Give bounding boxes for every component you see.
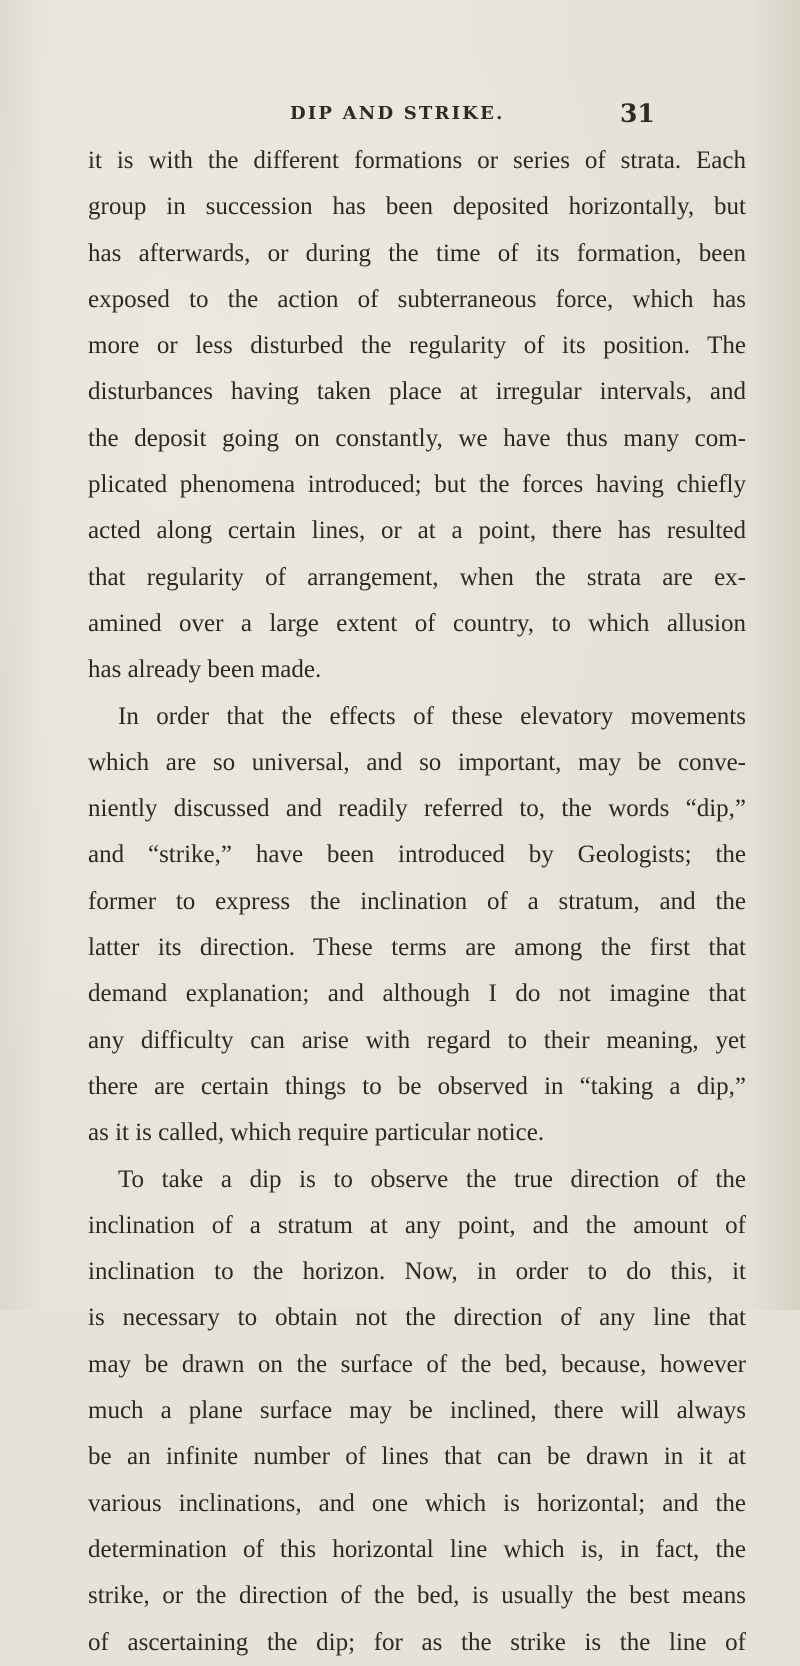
text-line: various inclinations, and one which is horizontal; and the xyxy=(88,1489,746,1517)
text-line: it is with the different formations or series of strata. Each xyxy=(88,147,746,174)
text-line: inclination of a stratum at any point, and the amount of xyxy=(88,1211,746,1239)
text-line: much a plane surface may be inclined, there will always xyxy=(88,1397,746,1425)
text-line: amined over a large extent of country, to which allusion xyxy=(88,609,746,637)
text-line: and “strike,” have been introduced by Geologists; the xyxy=(88,841,746,869)
text-line: may be drawn on the surface of the bed, because, however xyxy=(88,1350,746,1378)
text-line: latter its direction. These terms are among the first that xyxy=(88,934,746,962)
text-line: the deposit going on constantly, we have thus many com- xyxy=(88,424,746,452)
text-line: disturbances having taken place at irregular intervals, and xyxy=(88,378,746,406)
text-line: there are certain things to be observed in “taking a dip,” xyxy=(88,1072,746,1100)
text-line: inclination to the horizon. Now, in order to do this, it xyxy=(88,1258,746,1286)
text-line: as it is called, which require particular notice. xyxy=(88,1119,545,1147)
paragraph-start-line: To take a dip is to observe the true direction of the xyxy=(118,1165,746,1193)
text-line: any difficulty can arise with regard to their meaning, yet xyxy=(88,1026,746,1054)
text-line: exposed to the action of subterraneous force, which has xyxy=(88,285,746,313)
paragraph-start-line: In order that the effects of these elevatory movements xyxy=(118,702,746,730)
text-line: strike, or the direction of the bed, is usually the best means xyxy=(88,1582,746,1610)
text-line: be an infinite number of lines that can be drawn in it at xyxy=(88,1443,746,1471)
text-line: which are so universal, and so important, may be conve- xyxy=(88,748,746,776)
text-line: is necessary to obtain not the direction of any line that xyxy=(88,1304,746,1332)
text-line: that regularity of arrangement, when the strata are ex- xyxy=(88,563,746,591)
running-head xyxy=(0,99,800,131)
text-line: demand explanation; and although I do not imagine that xyxy=(88,980,746,1008)
text-line: has already been made. xyxy=(88,656,322,684)
text-line: has afterwards, or during the time of its formation, been xyxy=(88,239,746,267)
page-number: 31 xyxy=(620,99,655,128)
text-line: group in succession has been deposited horizontally, but xyxy=(88,193,746,221)
text-line: acted along certain lines, or at a point, there has resulted xyxy=(88,517,746,545)
text-line: determination of this horizontal line which is, in fact, the xyxy=(88,1535,746,1563)
text-line: of ascertaining the dip; for as the strike is the line of xyxy=(88,1628,746,1656)
text-line: more or less disturbed the regularity of its position. The xyxy=(88,332,746,360)
text-line: plicated phenomena introduced; but the forces having chiefly xyxy=(88,471,746,499)
running-title: DIP AND STRIKE. xyxy=(290,103,505,124)
text-line: former to express the inclination of a stratum, and the xyxy=(88,887,746,915)
body-text xyxy=(88,138,746,1666)
text-line: niently discussed and readily referred to, the words “dip,” xyxy=(88,795,746,823)
